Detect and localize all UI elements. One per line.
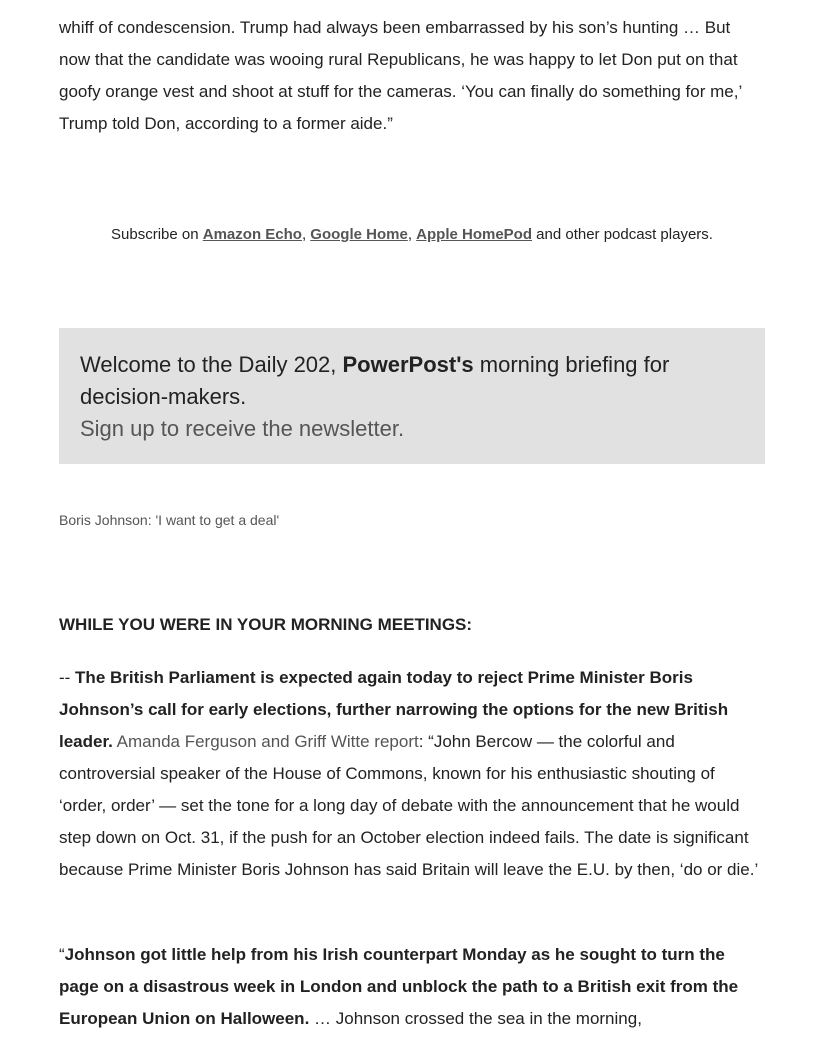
subscribe-suffix: and other podcast players. (532, 226, 713, 243)
promo-welcome-suffix: morning briefing for decision-makers. (80, 352, 670, 409)
paragraph-1-body: : “John Bercow — the colorful and controversial speaker of the House of Commons, known for his enthusiastic shouting of ‘order, order’ — set the tone for a long day of debate with the announcement that he would step down on Oct. 31, if the push for an October election indeed fails. The date is significant because Prime Minister Boris Johnson has said Britain will leave the E.U. by then, ‘do or die.’ (59, 732, 759, 879)
newsletter-promo-box[interactable] (59, 328, 765, 464)
subscribe-line (59, 219, 765, 251)
subscribe-separator: , (407, 226, 417, 243)
reporters-link[interactable]: Amanda Ferguson and Griff Witte report (112, 732, 419, 751)
subscribe-separator: , (301, 226, 311, 243)
promo-brand: PowerPost's (342, 352, 474, 377)
section-heading: WHILE YOU WERE IN YOUR MORNING MEETINGS: (59, 615, 473, 634)
promo-welcome-prefix: Welcome to the Daily 202, (80, 352, 343, 377)
apple-homepod-link[interactable]: Apple HomePod (416, 226, 532, 243)
article-paragraph-2 (59, 939, 765, 1035)
promo-welcome (80, 349, 743, 413)
dash-prefix: -- (59, 668, 76, 687)
amazon-echo-link[interactable]: Amazon Echo (202, 226, 302, 243)
open-quote: “ (59, 945, 65, 964)
subscribe-prefix: Subscribe on (111, 226, 203, 243)
newsletter-signup-link[interactable]: Sign up to receive the newsletter. (80, 416, 405, 441)
google-home-link[interactable]: Google Home (310, 226, 408, 243)
paragraph-2-body: … Johnson crossed the sea in the morning, (309, 1009, 642, 1028)
intro-paragraph: whiff of condescension. Trump had always been embarrassed by his son’s hunting … But now that the candidate was wooing rural Republicans, he was happy to let Don put on that goofy orange vest and shoot at stuff for the cameras. ‘You can finally do something for me,’ Trump told Don, according to a former aide.” (59, 18, 742, 133)
paragraph-1-lead: The British Parliament is expected again today to reject Prime Minister Boris Johnson’s call for early elections, further narrowing the options for the new British leader. (59, 668, 729, 751)
paragraph-2-lead: Johnson got little help from his Irish counterpart Monday as he sought to turn the page on a disastrous week in London and unblock the path to a British exit from the European Union on Halloween. (59, 945, 739, 1028)
video-caption: Boris Johnson: 'I want to get a deal' (59, 512, 280, 528)
article-paragraph-1 (59, 662, 765, 886)
